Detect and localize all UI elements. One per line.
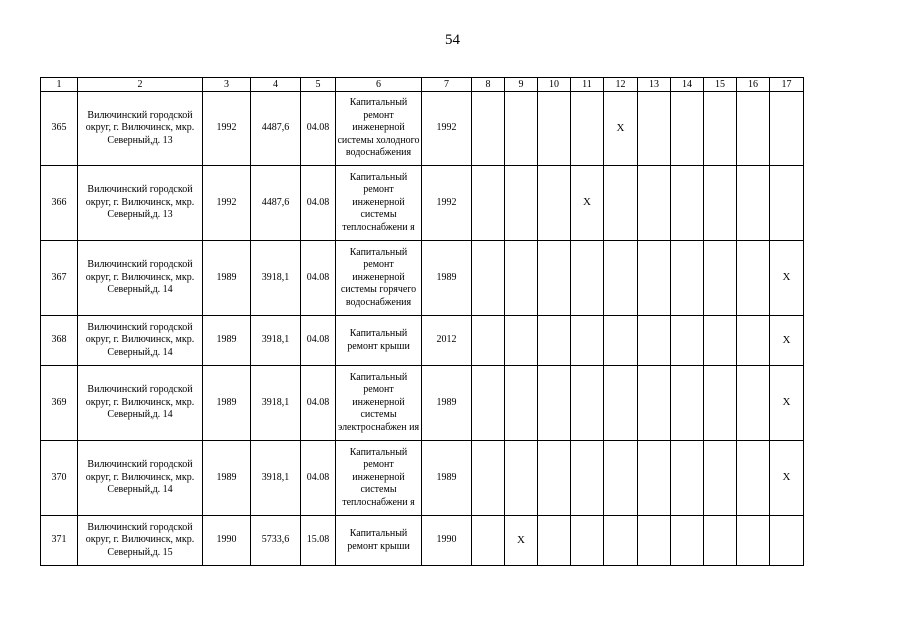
year-built-cell: 1992 xyxy=(203,92,251,166)
address-cell: Вилючинский городской округ, г. Вилючинск, мкр. Северный,д. 13 xyxy=(78,166,203,241)
mark-cell-col-17 xyxy=(770,92,804,166)
mark-cell-col-14 xyxy=(671,516,704,566)
code-cell: 04.08 xyxy=(301,92,336,166)
row-number-cell: 367 xyxy=(41,241,78,316)
work-type-cell: Капитальный ремонт крыши xyxy=(336,516,422,566)
area-cell: 4487,6 xyxy=(251,92,301,166)
table-body xyxy=(41,78,804,566)
mark-cell-col-16 xyxy=(737,166,770,241)
year-built-cell: 1989 xyxy=(203,366,251,441)
row-number-cell: 366 xyxy=(41,166,78,241)
mark-cell-col-10 xyxy=(538,166,571,241)
table-row xyxy=(41,316,804,366)
column-header: 13 xyxy=(638,78,671,92)
mark-cell-col-8 xyxy=(472,316,505,366)
address-cell: Вилючинский городской округ, г. Вилючинск, мкр. Северный,д. 15 xyxy=(78,516,203,566)
column-header: 14 xyxy=(671,78,704,92)
work-type-cell: Капитальный ремонт инженерной системы теплоснабжени я xyxy=(336,166,422,241)
row-number-cell: 369 xyxy=(41,366,78,441)
mark-cell-col-10 xyxy=(538,366,571,441)
mark-cell-col-13 xyxy=(638,366,671,441)
x-mark: Х xyxy=(782,471,791,484)
column-header: 7 xyxy=(422,78,472,92)
year-built-cell: 1990 xyxy=(203,516,251,566)
mark-cell-col-9 xyxy=(505,516,538,566)
plan-year-cell: 1992 xyxy=(422,166,472,241)
code-cell: 04.08 xyxy=(301,441,336,516)
mark-cell-col-15 xyxy=(704,366,737,441)
mark-cell-col-11 xyxy=(571,316,604,366)
x-mark: Х xyxy=(583,196,591,209)
mark-cell-col-16 xyxy=(737,92,770,166)
work-type-cell: Капитальный ремонт инженерной системы горячего водоснабжения xyxy=(336,241,422,316)
mark-cell-col-12 xyxy=(604,166,638,241)
table-row xyxy=(41,92,804,166)
column-header: 8 xyxy=(472,78,505,92)
mark-cell-col-9 xyxy=(505,166,538,241)
year-built-cell: 1989 xyxy=(203,316,251,366)
mark-cell-col-17 xyxy=(770,241,804,316)
plan-year-cell: 1990 xyxy=(422,516,472,566)
mark-cell-col-12 xyxy=(604,366,638,441)
address-cell: Вилючинский городской округ, г. Вилючинск, мкр. Северный,д. 14 xyxy=(78,366,203,441)
mark-cell-col-17 xyxy=(770,166,804,241)
address-cell: Вилючинский городской округ, г. Вилючинск, мкр. Северный,д. 13 xyxy=(78,92,203,166)
mark-cell-col-14 xyxy=(671,92,704,166)
work-type-cell: Капитальный ремонт инженерной системы теплоснабжени я xyxy=(336,441,422,516)
mark-cell-col-13 xyxy=(638,441,671,516)
mark-cell-col-12 xyxy=(604,316,638,366)
mark-cell-col-16 xyxy=(737,366,770,441)
code-cell: 04.08 xyxy=(301,166,336,241)
x-mark: Х xyxy=(782,396,791,409)
mark-cell-col-10 xyxy=(538,241,571,316)
plan-year-cell: 1989 xyxy=(422,241,472,316)
mark-cell-col-15 xyxy=(704,441,737,516)
column-header: 5 xyxy=(301,78,336,92)
table-row xyxy=(41,166,804,241)
mark-cell-col-11 xyxy=(571,366,604,441)
mark-cell-col-9 xyxy=(505,241,538,316)
mark-cell-col-11 xyxy=(571,516,604,566)
code-cell: 04.08 xyxy=(301,316,336,366)
area-cell: 3918,1 xyxy=(251,366,301,441)
mark-cell-col-10 xyxy=(538,516,571,566)
column-header: 16 xyxy=(737,78,770,92)
column-header: 15 xyxy=(704,78,737,92)
code-cell: 04.08 xyxy=(301,366,336,441)
page-number: 54 xyxy=(445,32,460,48)
mark-cell-col-14 xyxy=(671,316,704,366)
mark-cell-col-15 xyxy=(704,92,737,166)
year-built-cell: 1989 xyxy=(203,441,251,516)
code-cell: 04.08 xyxy=(301,241,336,316)
mark-cell-col-14 xyxy=(671,366,704,441)
x-mark: Х xyxy=(782,271,791,284)
table-row xyxy=(41,366,804,441)
mark-cell-col-11 xyxy=(571,166,604,241)
address-cell: Вилючинский городской округ, г. Вилючинск, мкр. Северный,д. 14 xyxy=(78,316,203,366)
mark-cell-col-9 xyxy=(505,366,538,441)
table-row xyxy=(41,441,804,516)
column-header: 12 xyxy=(604,78,638,92)
mark-cell-col-9 xyxy=(505,316,538,366)
address-cell: Вилючинский городской округ, г. Вилючинск, мкр. Северный,д. 14 xyxy=(78,441,203,516)
mark-cell-col-16 xyxy=(737,241,770,316)
mark-cell-col-17 xyxy=(770,516,804,566)
row-number-cell: 371 xyxy=(41,516,78,566)
column-header: 3 xyxy=(203,78,251,92)
mark-cell-col-13 xyxy=(638,241,671,316)
table-header-row xyxy=(41,78,804,92)
mark-cell-col-13 xyxy=(638,316,671,366)
table-row xyxy=(41,516,804,566)
mark-cell-col-10 xyxy=(538,92,571,166)
mark-cell-col-13 xyxy=(638,516,671,566)
mark-cell-col-12 xyxy=(604,92,638,166)
work-type-cell: Капитальный ремонт инженерной системы холодного водоснабжения xyxy=(336,92,422,166)
year-built-cell: 1989 xyxy=(203,241,251,316)
mark-cell-col-12 xyxy=(604,516,638,566)
mark-cell-col-14 xyxy=(671,166,704,241)
column-header: 11 xyxy=(571,78,604,92)
mark-cell-col-13 xyxy=(638,166,671,241)
mark-cell-col-15 xyxy=(704,166,737,241)
mark-cell-col-11 xyxy=(571,241,604,316)
mark-cell-col-14 xyxy=(671,441,704,516)
area-cell: 3918,1 xyxy=(251,316,301,366)
column-header: 17 xyxy=(770,78,804,92)
mark-cell-col-11 xyxy=(571,441,604,516)
plan-year-cell: 1989 xyxy=(422,441,472,516)
mark-cell-col-16 xyxy=(737,441,770,516)
table-row xyxy=(41,241,804,316)
area-cell: 3918,1 xyxy=(251,441,301,516)
registry-table xyxy=(40,77,804,566)
mark-cell-col-15 xyxy=(704,516,737,566)
mark-cell-col-8 xyxy=(472,241,505,316)
row-number-cell: 370 xyxy=(41,441,78,516)
row-number-cell: 365 xyxy=(41,92,78,166)
mark-cell-col-8 xyxy=(472,366,505,441)
mark-cell-col-15 xyxy=(704,316,737,366)
work-type-cell: Капитальный ремонт инженерной системы электроснабжен ия xyxy=(336,366,422,441)
x-mark: Х xyxy=(517,533,525,546)
row-number-cell: 368 xyxy=(41,316,78,366)
column-header: 9 xyxy=(505,78,538,92)
mark-cell-col-15 xyxy=(704,241,737,316)
x-mark: Х xyxy=(616,121,625,134)
mark-cell-col-12 xyxy=(604,441,638,516)
mark-cell-col-16 xyxy=(737,316,770,366)
mark-cell-col-10 xyxy=(538,316,571,366)
mark-cell-col-12 xyxy=(604,241,638,316)
x-mark: Х xyxy=(782,333,791,346)
column-header: 6 xyxy=(336,78,422,92)
column-header: 4 xyxy=(251,78,301,92)
mark-cell-col-16 xyxy=(737,516,770,566)
mark-cell-col-8 xyxy=(472,92,505,166)
mark-cell-col-10 xyxy=(538,441,571,516)
mark-cell-col-9 xyxy=(505,441,538,516)
mark-cell-col-8 xyxy=(472,441,505,516)
area-cell: 4487,6 xyxy=(251,166,301,241)
area-cell: 5733,6 xyxy=(251,516,301,566)
year-built-cell: 1992 xyxy=(203,166,251,241)
address-cell: Вилючинский городской округ, г. Вилючинск, мкр. Северный,д. 14 xyxy=(78,241,203,316)
column-header: 2 xyxy=(78,78,203,92)
mark-cell-col-17 xyxy=(770,441,804,516)
mark-cell-col-9 xyxy=(505,92,538,166)
plan-year-cell: 2012 xyxy=(422,316,472,366)
mark-cell-col-14 xyxy=(671,241,704,316)
mark-cell-col-17 xyxy=(770,366,804,441)
plan-year-cell: 1992 xyxy=(422,92,472,166)
mark-cell-col-17 xyxy=(770,316,804,366)
mark-cell-col-13 xyxy=(638,92,671,166)
work-type-cell: Капитальный ремонт крыши xyxy=(336,316,422,366)
column-header: 10 xyxy=(538,78,571,92)
column-header: 1 xyxy=(41,78,78,92)
mark-cell-col-8 xyxy=(472,516,505,566)
mark-cell-col-8 xyxy=(472,166,505,241)
mark-cell-col-11 xyxy=(571,92,604,166)
code-cell: 15.08 xyxy=(301,516,336,566)
area-cell: 3918,1 xyxy=(251,241,301,316)
plan-year-cell: 1989 xyxy=(422,366,472,441)
